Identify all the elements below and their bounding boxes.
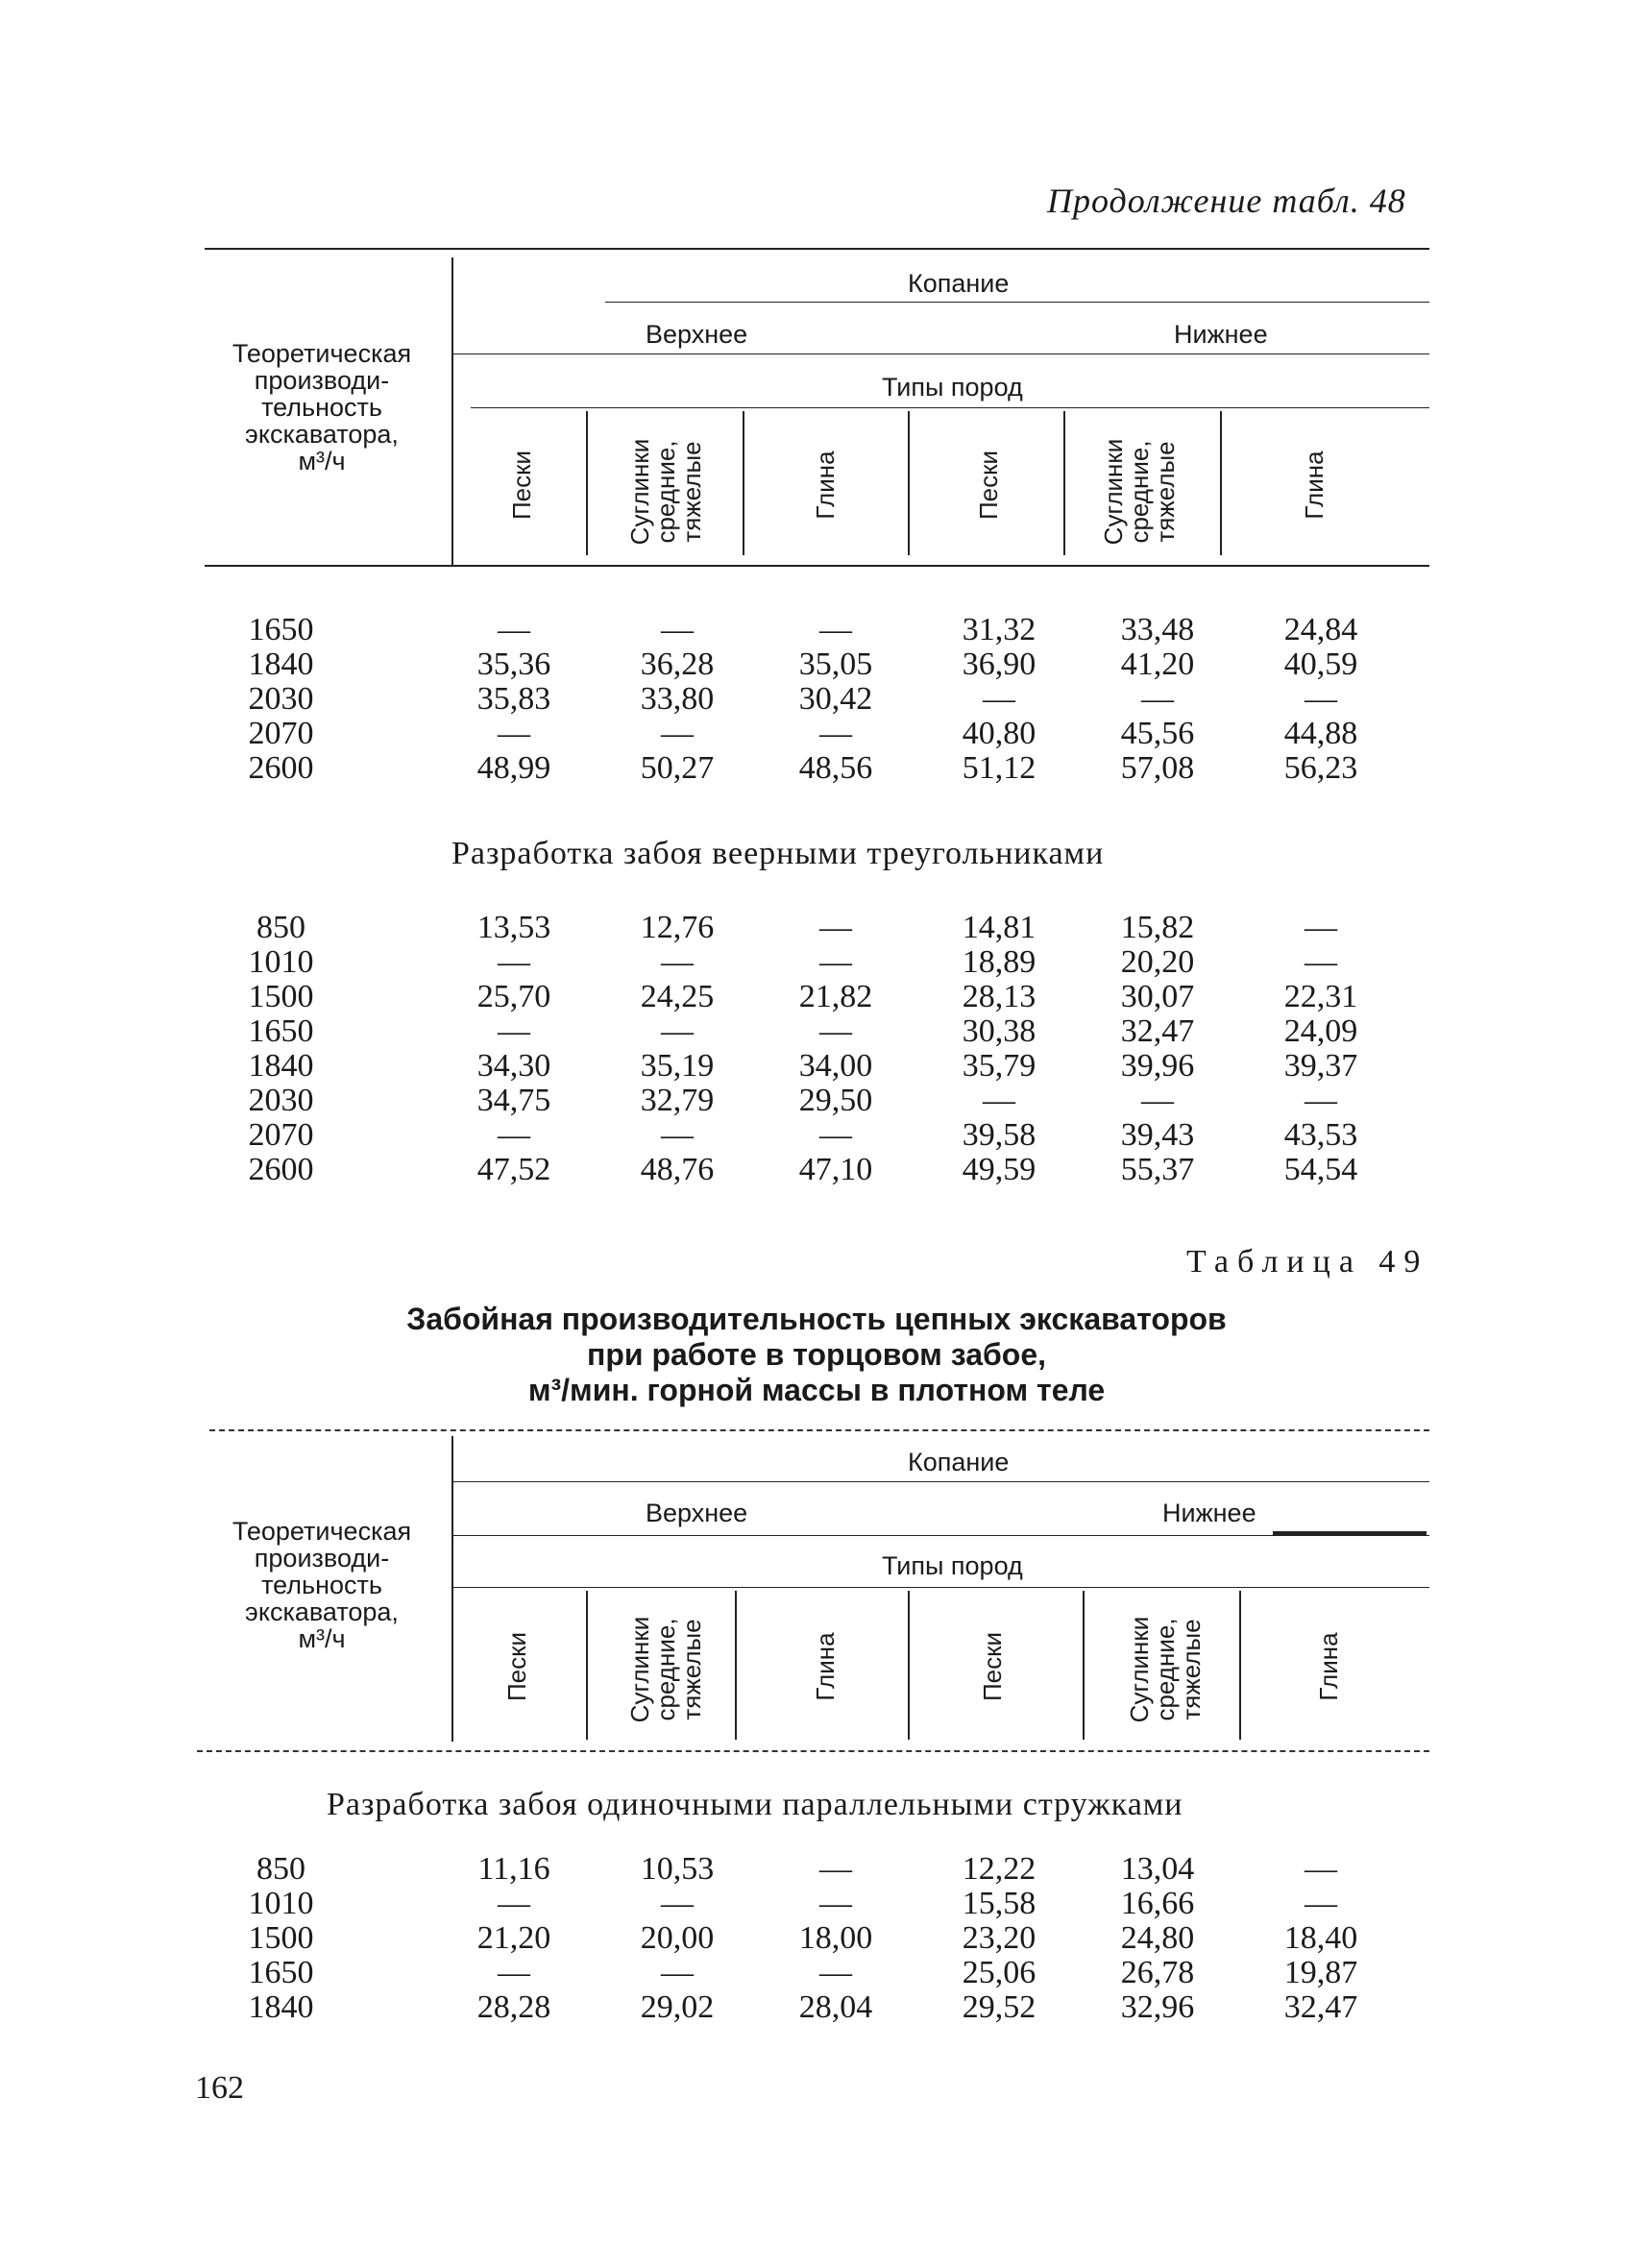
row-value: 44,88 (1283, 716, 1358, 751)
table-row (0, 1118, 1634, 1153)
t49-upper-label: Верхнее (646, 1499, 748, 1527)
row-capacity: 2030 (248, 1083, 314, 1118)
top-rule (205, 248, 1429, 250)
lower-label: Нижнее (1174, 320, 1268, 349)
row-value: — (498, 1886, 530, 1921)
row-value: 32,96 (1120, 1989, 1195, 2025)
row-value: — (819, 944, 852, 980)
row-value: 13,04 (1120, 1851, 1195, 1887)
row-value: 24,09 (1283, 1013, 1358, 1049)
row-capacity: 1010 (248, 1886, 314, 1921)
row-value: 32,47 (1120, 1013, 1195, 1049)
row-value: 34,00 (798, 1048, 873, 1084)
row-value: — (661, 612, 694, 647)
row-value: 51,12 (962, 750, 1036, 786)
row-capacity: 1650 (248, 1955, 314, 1990)
row-capacity: 1500 (248, 1920, 314, 1956)
t49-rule-a (451, 1481, 1429, 1482)
row-value: 29,50 (798, 1083, 873, 1118)
row-value: 39,58 (962, 1117, 1036, 1153)
row-capacity: 2070 (248, 1117, 314, 1153)
group-label: Копание (908, 269, 1010, 298)
row-value: — (819, 1886, 852, 1921)
table48-rows (0, 613, 1634, 786)
row-value: 56,23 (1283, 750, 1358, 786)
table-row (0, 1014, 1634, 1049)
row-value: 31,32 (962, 612, 1036, 647)
col-line-1 (586, 411, 588, 555)
t49-rule-c (451, 1587, 1429, 1588)
t49-col-loams-1: Суглинки средние, тяжелые (625, 1616, 706, 1723)
row-value: 25,70 (476, 979, 551, 1014)
row-value: 35,79 (962, 1048, 1036, 1084)
row-value: 28,13 (962, 979, 1036, 1014)
row-value: — (819, 1117, 852, 1153)
section-title-parallel-shavings: Разработка забоя одиночными параллельными стружками (327, 1787, 1183, 1822)
t49-col-sands-2: Пески (978, 1631, 1007, 1702)
row-value: 30,42 (798, 681, 873, 717)
row-value: 24,80 (1120, 1920, 1195, 1956)
row-value: 12,76 (640, 910, 715, 945)
row-value: 57,08 (1120, 750, 1195, 786)
table-row (0, 980, 1634, 1014)
row-value: 39,96 (1120, 1048, 1195, 1084)
row-value: 48,56 (798, 750, 873, 786)
row-value: 10,53 (640, 1851, 715, 1887)
row-value: 36,28 (640, 646, 715, 682)
row-value: — (819, 612, 852, 647)
row-value: — (661, 944, 694, 980)
row-value: 35,19 (640, 1048, 715, 1084)
row-value: 55,37 (1120, 1152, 1195, 1187)
row-value: 15,82 (1120, 910, 1195, 945)
row-capacity: 850 (256, 910, 305, 945)
row-value: 18,40 (1283, 1920, 1358, 1956)
table49-rows (0, 1852, 1634, 2025)
row-value: — (819, 1851, 852, 1887)
row-value: 11,16 (477, 1851, 550, 1887)
row-value: — (1305, 681, 1337, 717)
col-clay-1: Глина (811, 451, 840, 520)
row-value: 16,66 (1120, 1886, 1195, 1921)
col-line-4 (1063, 411, 1065, 555)
row-value: 34,75 (476, 1083, 551, 1118)
row-value: 48,76 (640, 1152, 715, 1187)
row-value: — (1305, 910, 1337, 945)
row-value: 33,80 (640, 681, 715, 717)
table-row (0, 1852, 1634, 1887)
row-value: — (498, 1013, 530, 1049)
row-value: 40,59 (1283, 646, 1358, 682)
col-line-5 (1220, 411, 1222, 555)
row-value: 45,56 (1120, 716, 1195, 751)
t49-rule-b (451, 1535, 1429, 1536)
col-clay-2: Глина (1300, 451, 1329, 520)
row-value: 49,59 (962, 1152, 1036, 1187)
row-capacity: 1650 (248, 612, 314, 647)
table-row (0, 1049, 1634, 1084)
row-value: — (498, 1955, 530, 1990)
table-row (0, 1084, 1634, 1118)
row-value: 50,27 (640, 750, 715, 786)
table-row (0, 1990, 1634, 2025)
table49-title: Забойная производительность цепных экскаваторов при работе в торцовом забое, м³/мин. горной массы в плотном теле (406, 1302, 1227, 1407)
header-left-label: Теоретическая производи- тельность экскаватора, м³/ч (232, 339, 412, 476)
row-value: — (983, 1083, 1015, 1118)
row-capacity: 1840 (248, 1989, 314, 2025)
row-value: 39,37 (1283, 1048, 1358, 1084)
row-value: 29,52 (962, 1989, 1036, 2025)
row-value: — (498, 716, 530, 751)
t49-soil-types-label: Типы пород (882, 1551, 1023, 1580)
row-value: 35,36 (476, 646, 551, 682)
row-value: 24,25 (640, 979, 715, 1014)
t49-col-line-1 (586, 1591, 588, 1740)
row-value: 33,48 (1120, 612, 1195, 647)
section-title-fan-triangles: Разработка забоя веерными треугольниками (451, 836, 1105, 871)
row-value: — (661, 1955, 694, 1990)
row-value: 40,80 (962, 716, 1036, 751)
table-row (0, 613, 1634, 647)
table49-label: Таблица 49 (1186, 1244, 1429, 1280)
row-value: 43,53 (1283, 1117, 1358, 1153)
table-row (0, 647, 1634, 682)
t49-col-clay-1: Глина (811, 1632, 840, 1701)
row-capacity: 1500 (248, 979, 314, 1014)
col-loams-1: Суглинки средние, тяжелые (625, 438, 706, 546)
row-value: 21,82 (798, 979, 873, 1014)
t49-top-rule (209, 1429, 1429, 1431)
row-value: — (1141, 681, 1174, 717)
row-value: 20,00 (640, 1920, 715, 1956)
row-value: 36,90 (962, 646, 1036, 682)
row-capacity: 2600 (248, 1152, 314, 1187)
row-value: 20,20 (1120, 944, 1195, 980)
row-value: 35,05 (798, 646, 873, 682)
row-value: — (1305, 1083, 1337, 1118)
table-row (0, 717, 1634, 751)
row-value: — (819, 1013, 852, 1049)
row-value: 29,02 (640, 1989, 715, 2025)
table-row (0, 1921, 1634, 1956)
row-value: 47,52 (476, 1152, 551, 1187)
row-value: — (498, 944, 530, 980)
row-value: 22,31 (1283, 979, 1358, 1014)
col-loams-2: Суглинки средние, тяжелые (1099, 438, 1180, 546)
row-value: 35,83 (476, 681, 551, 717)
row-capacity: 2030 (248, 681, 314, 717)
t49-col-sands-1: Пески (502, 1631, 531, 1702)
row-capacity: 850 (256, 1851, 305, 1887)
table-row (0, 945, 1634, 980)
row-value: 25,06 (962, 1955, 1036, 1990)
row-value: 54,54 (1283, 1152, 1358, 1187)
row-value: 41,20 (1120, 646, 1195, 682)
header-bottom-rule (205, 565, 1429, 567)
row-value: — (498, 1117, 530, 1153)
row-value: — (661, 1117, 694, 1153)
row-value: 14,81 (962, 910, 1036, 945)
continuation-caption: Продолжение табл. 48 (1047, 182, 1406, 220)
row-value: 34,30 (476, 1048, 551, 1084)
table-row (0, 1956, 1634, 1990)
row-value: 19,87 (1283, 1955, 1358, 1990)
row-value: 47,10 (798, 1152, 873, 1187)
header-divider (451, 257, 453, 567)
table-row (0, 1887, 1634, 1921)
row-value: 32,47 (1283, 1989, 1358, 2025)
row-capacity: 1650 (248, 1013, 314, 1049)
row-value: — (661, 1886, 694, 1921)
t49-group-label: Копание (908, 1448, 1010, 1476)
row-value: — (498, 612, 530, 647)
row-value: 30,38 (962, 1013, 1036, 1049)
row-value: 18,00 (798, 1920, 873, 1956)
soil-types-label: Типы пород (882, 373, 1023, 402)
row-value: 13,53 (476, 910, 551, 945)
row-value: 30,07 (1120, 979, 1195, 1014)
col-line-3 (908, 411, 910, 555)
row-value: — (1305, 1886, 1337, 1921)
row-value: 23,20 (962, 1920, 1036, 1956)
row-value: 24,84 (1283, 612, 1358, 647)
row-value: 28,04 (798, 1989, 873, 2025)
row-capacity: 2070 (248, 716, 314, 751)
t49-col-line-5 (1239, 1591, 1241, 1740)
row-value: — (661, 716, 694, 751)
row-capacity: 2600 (248, 750, 314, 786)
row-value: — (661, 1013, 694, 1049)
t49-col-clay-2: Глина (1314, 1632, 1343, 1701)
col-line-2 (743, 411, 744, 555)
row-value: — (983, 681, 1015, 717)
row-value: 21,20 (476, 1920, 551, 1956)
row-value: — (819, 1955, 852, 1990)
t49-col-line-4 (1083, 1591, 1085, 1740)
col-sands-1: Пески (507, 450, 536, 521)
table-row (0, 682, 1634, 717)
row-value: 48,99 (476, 750, 551, 786)
table-row (0, 1153, 1634, 1187)
row-value: 15,58 (962, 1886, 1036, 1921)
row-value: 18,89 (962, 944, 1036, 980)
row-value: — (1141, 1083, 1174, 1118)
rule-a (605, 302, 1429, 303)
row-value: — (1305, 944, 1337, 980)
row-value: — (1305, 1851, 1337, 1887)
table48-rows-fan (0, 911, 1634, 1187)
row-value: — (819, 910, 852, 945)
row-value: 32,79 (640, 1083, 715, 1118)
row-value: 12,22 (962, 1851, 1036, 1887)
t49-col-line-2 (735, 1591, 737, 1740)
table-row (0, 751, 1634, 786)
t49-col-line-3 (908, 1591, 910, 1740)
table-row (0, 911, 1634, 945)
t49-header-left-label: Теоретическая производи- тельность экскаватора, м³/ч (232, 1517, 412, 1653)
row-capacity: 1840 (248, 646, 314, 682)
t49-col-loams-2: Суглинки средние, тяжелые (1125, 1616, 1206, 1723)
t49-header-bottom-rule (197, 1750, 1429, 1752)
row-value: — (819, 716, 852, 751)
col-sands-2: Пески (974, 450, 1003, 521)
page-number: 162 (195, 2070, 244, 2106)
row-value: 26,78 (1120, 1955, 1195, 1990)
row-value: 39,43 (1120, 1117, 1195, 1153)
upper-label: Верхнее (646, 320, 748, 349)
t49-lower-label: Нижнее (1162, 1499, 1256, 1527)
row-capacity: 1010 (248, 944, 314, 980)
row-capacity: 1840 (248, 1048, 314, 1084)
rule-c (471, 407, 1429, 408)
row-value: 28,28 (476, 1989, 551, 2025)
